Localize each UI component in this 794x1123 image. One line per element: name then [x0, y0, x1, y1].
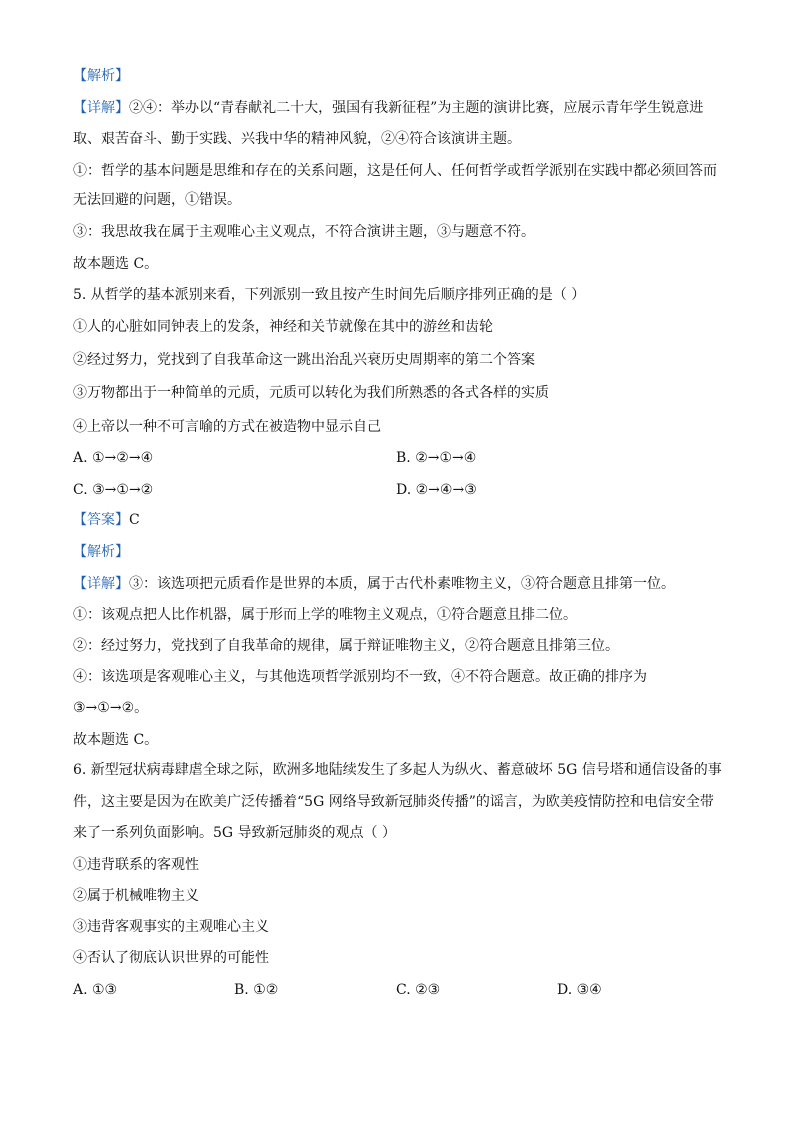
statement-3: ③违背客观事实的主观唯心主义	[73, 919, 269, 935]
conclusion-line: 故本题选 C。	[73, 256, 159, 272]
option-c: C. ③→①→②	[73, 482, 154, 498]
statement-3: ③万物都出于一种简单的元质，元质可以转化为我们所熟悉的各式各样的实质	[73, 385, 549, 401]
statement-1: ①人的心脏如同钟表上的发条，神经和关节就像在其中的游丝和齿轮	[73, 319, 493, 335]
detail-line	[73, 574, 675, 594]
statement-4: ④否认了彻底认识世界的可能性	[73, 950, 269, 966]
option-d: D. ②→④→③	[396, 482, 477, 498]
text-line: 取、艰苦奋斗、勤于实践、兴我中华的精神风貌，②④符合该演讲主题。	[73, 131, 521, 147]
option-d: D. ③④	[557, 982, 602, 998]
text-line: ④：该选项是客观唯心主义，与其他选项哲学派别均不一致，④不符合题意。故正确的排序为	[73, 669, 647, 685]
statement-2: ②经过努力，党找到了自我革命这一跳出治乱兴衰历史周期率的第二个答案	[73, 352, 535, 368]
text-line: ③：我思故我在属于主观唯心主义观点，不符合演讲主题，③与题意不符。	[73, 224, 535, 240]
detail-text: ②④：举办以“青春献礼二十大，强国有我新征程”为主题的演讲比赛，应展示青年学生锐意进	[129, 100, 704, 116]
answer-value: C	[129, 512, 140, 528]
question-6-stem-3: 来了一系列负面影响。5G 导致新冠肺炎的观点（ ）	[73, 825, 396, 841]
option-a: A. ①→②→④	[73, 450, 154, 466]
option-a: A. ①③	[73, 982, 118, 998]
text-line: 无法回避的问题，①错误。	[73, 192, 241, 208]
text-line: ①：该观点把人比作机器，属于形而上学的唯物主义观点，①符合题意且排二位。	[73, 607, 577, 623]
detail-label: 【详解】	[73, 576, 129, 592]
question-5-stem: 5. 从哲学的基本派别来看，下列派别一致且按产生时间先后顺序排列正确的是（ ）	[73, 287, 586, 303]
detail-line	[73, 98, 703, 118]
analysis-label: 【解析】	[73, 544, 129, 560]
conclusion-line: 故本题选 C。	[73, 732, 159, 748]
option-b: B. ①②	[234, 982, 279, 998]
detail-text: ③：该选项把元质看作是世界的本质，属于古代朴素唯物主义，③符合题意且排第一位。	[129, 576, 675, 592]
detail-label: 【详解】	[73, 100, 129, 116]
option-b: B. ②→①→④	[396, 450, 477, 466]
analysis-label: 【解析】	[73, 68, 129, 84]
text-line: ③→①→②。	[73, 700, 149, 716]
statement-4: ④上帝以一种不可言喻的方式在被造物中显示自己	[73, 419, 381, 435]
option-c: C. ②③	[396, 982, 441, 998]
text-line: ①：哲学的基本问题是思维和存在的关系问题，这是任何人、任何哲学或哲学派别在实践中都必须回答而	[73, 163, 717, 179]
statement-2: ②属于机械唯物主义	[73, 888, 199, 904]
answer-label: 【答案】	[73, 512, 129, 528]
question-6-stem-1: 6. 新型冠状病毒肆虐全球之际，欧洲多地陆续发生了多起人为纵火、蓄意破坏 5G 信号塔和通信设备的事	[73, 762, 722, 778]
text-line: ②：经过努力，党找到了自我革命的规律，属于辩证唯物主义，②符合题意且排第三位。	[73, 638, 619, 654]
statement-1: ①违背联系的客观性	[73, 857, 199, 873]
question-6-stem-2: 件，这主要是因为在欧美广泛传播着“5G 网络导致新冠肺炎传播”的谣言，为欧美疫情防控和电信安全带	[73, 794, 714, 810]
answer-line	[73, 510, 140, 530]
